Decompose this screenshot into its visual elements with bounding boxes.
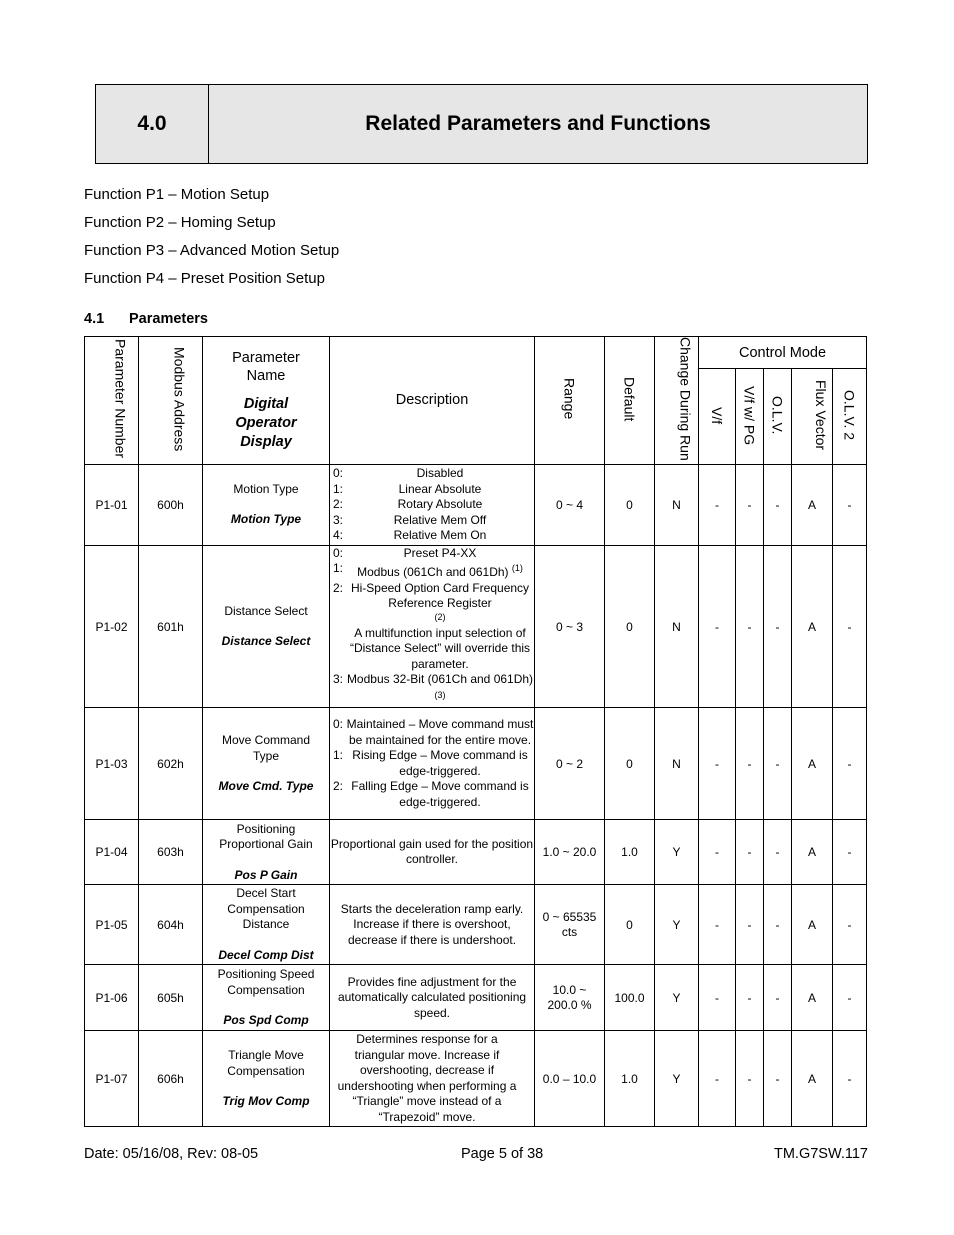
param-number: P1-05 (85, 885, 139, 965)
param-name: Decel Start Compensation Distance Decel Comp Dist (203, 885, 330, 965)
header-mode-vf-pg: V/f w/ PG (736, 369, 764, 464)
header-mode-olv: O.L.V. (764, 369, 792, 464)
mode-vf: - (699, 1031, 736, 1127)
param-range: 10.0 ~ 200.0 % (535, 965, 605, 1031)
param-default: 0 (605, 464, 655, 545)
header-range: Range (535, 337, 605, 465)
mode-flux-vector: A (792, 464, 833, 545)
mode-olv2: - (833, 545, 867, 708)
table-row (85, 545, 867, 708)
mode-olv: - (764, 820, 792, 885)
param-range: 0 ~ 65535 cts (535, 885, 605, 965)
mode-olv2: - (833, 708, 867, 820)
footer-date: Date: 05/16/08, Rev: 08-05 (84, 1146, 259, 1162)
mode-olv: - (764, 885, 792, 965)
function-item: Function P1 – Motion Setup (84, 186, 270, 203)
param-number: P1-01 (85, 464, 139, 545)
table-row (85, 708, 867, 820)
header-param-name: Parameter Name Digital Operator Display (203, 337, 330, 465)
param-name: Move Command Type Move Cmd. Type (203, 708, 330, 820)
param-range: 0 ~ 3 (535, 545, 605, 708)
header-control-mode: Control Mode (699, 337, 867, 369)
param-description: 0: Disabled 1: Linear Absolute 2: Rotary Absolute 3: Relative Mem Off 4: Relative Mem On (330, 464, 535, 545)
param-default: 1.0 (605, 820, 655, 885)
mode-vf-pg: - (736, 464, 764, 545)
function-item: Function P2 – Homing Setup (84, 214, 276, 231)
param-description: 0: Maintained – Move command must be maintained for the entire move. 1: Rising Edge – Move command is edge-triggered. 2: Falling Edge – Move command is edge-triggered. (330, 708, 535, 820)
mode-vf-pg: - (736, 965, 764, 1031)
mode-olv: - (764, 464, 792, 545)
param-number: P1-06 (85, 965, 139, 1031)
param-description: 0: Preset P4-XX 1: Modbus (061Ch and 061Dh) $^{(1)}$ 2: Hi-Speed Option Card Frequency Reference Register (2) A multifunction input selection of “Distance Select” will override this parameter. 3: Modbus 32-Bit (061Ch and 061Dh) $^{(3)}$ (330, 545, 535, 708)
header-default: Default (605, 337, 655, 465)
function-list (84, 184, 339, 296)
header-mode-flux-vector: Flux Vector (792, 369, 833, 464)
param-number: P1-04 (85, 820, 139, 885)
param-range: 1.0 ~ 20.0 (535, 820, 605, 885)
param-range: 0.0 – 10.0 (535, 1031, 605, 1127)
mode-olv: - (764, 545, 792, 708)
header-mode-vf: V/f (699, 369, 736, 464)
param-change: Y (655, 965, 699, 1031)
mode-vf: - (699, 545, 736, 708)
subsection-number: 4.1 (84, 311, 105, 327)
section-number: 4.0 (96, 85, 209, 163)
param-number: P1-07 (85, 1031, 139, 1127)
mode-vf: - (699, 464, 736, 545)
digital-display: Distance Select (221, 634, 311, 648)
mode-vf-pg: - (736, 820, 764, 885)
table-row (85, 820, 867, 885)
footer-doc-id: TM.G7SW.117 (773, 1146, 868, 1162)
digital-display: Pos Spd Comp (223, 1013, 309, 1027)
mode-flux-vector: A (792, 1031, 833, 1127)
mode-vf-pg: - (736, 708, 764, 820)
mode-vf: - (699, 820, 736, 885)
param-description: Provides fine adjustment for the automatically calculated positioning speed. (330, 965, 535, 1031)
section-title: Related Parameters and Functions (365, 112, 711, 135)
header-description: Description (330, 337, 535, 465)
param-description: Proportional gain used for the position controller. (330, 820, 535, 885)
mode-olv: - (764, 1031, 792, 1127)
digital-display: Trig Mov Comp (222, 1094, 310, 1108)
modbus-address: 604h (139, 885, 203, 965)
digital-display: Motion Type (230, 512, 302, 527)
mode-olv: - (764, 708, 792, 820)
param-range: 0 ~ 2 (535, 708, 605, 820)
section-header (95, 84, 868, 164)
header-modbus-address: Modbus Address (139, 337, 203, 465)
mode-vf-pg: - (736, 545, 764, 708)
mode-olv2: - (833, 965, 867, 1031)
param-change: Y (655, 1031, 699, 1127)
mode-olv2: - (833, 1031, 867, 1127)
param-default: 0 (605, 885, 655, 965)
function-item: Function P4 – Preset Position Setup (84, 270, 325, 287)
modbus-address: 605h (139, 965, 203, 1031)
mode-olv2: - (833, 464, 867, 545)
modbus-address: 602h (139, 708, 203, 820)
modbus-address: 601h (139, 545, 203, 708)
header-param-number: Parameter Number (85, 337, 139, 465)
mode-vf-pg: - (736, 885, 764, 965)
parameter-table (84, 336, 867, 1127)
param-description: Starts the deceleration ramp early. Increase if there is overshoot, decrease if there is undershoot. (330, 885, 535, 965)
param-change: N (655, 545, 699, 708)
param-name: Triangle Move Compensation Trig Mov Comp (203, 1031, 330, 1127)
param-default: 0 (605, 545, 655, 708)
header-change-during-run: Change During Run (655, 337, 699, 465)
header-mode-olv2: O.L.V. 2 (833, 369, 867, 464)
param-number: P1-02 (85, 545, 139, 708)
param-default: 0 (605, 708, 655, 820)
param-change: Y (655, 820, 699, 885)
param-name: Motion Type Motion Type (203, 464, 330, 545)
subsection-title: Parameters (129, 311, 208, 327)
table-row (85, 464, 867, 545)
mode-vf-pg: - (736, 1031, 764, 1127)
mode-olv2: - (833, 885, 867, 965)
mode-olv2: - (833, 820, 867, 885)
digital-display: Move Cmd. Type (218, 779, 314, 793)
digital-display: Decel Comp Dist (218, 947, 314, 962)
header-digital-display: Digital Operator Display (235, 395, 297, 450)
param-name: Distance Select Distance Select (203, 545, 330, 708)
mode-flux-vector: A (792, 820, 833, 885)
mode-olv: - (764, 965, 792, 1031)
subsection-heading (84, 311, 208, 327)
mode-vf: - (699, 708, 736, 820)
mode-flux-vector: A (792, 965, 833, 1031)
modbus-address: 606h (139, 1031, 203, 1127)
param-description: Determines response for a triangular move. Increase if overshooting, decrease if undershooting when performing a “Triangle” move instead of a “Trapezoid” move. (330, 1031, 535, 1127)
mode-flux-vector: A (792, 708, 833, 820)
mode-vf: - (699, 885, 736, 965)
modbus-address: 600h (139, 464, 203, 545)
modbus-address: 603h (139, 820, 203, 885)
mode-flux-vector: A (792, 545, 833, 708)
table-row (85, 885, 867, 965)
mode-vf: - (699, 965, 736, 1031)
param-change: N (655, 464, 699, 545)
param-name: Positioning Proportional Gain Pos P Gain (203, 820, 330, 885)
param-range: 0 ~ 4 (535, 464, 605, 545)
param-default: 1.0 (605, 1031, 655, 1127)
function-item: Function P3 – Advanced Motion Setup (84, 242, 340, 259)
mode-flux-vector: A (792, 885, 833, 965)
param-name: Positioning Speed Compensation Pos Spd Comp (203, 965, 330, 1031)
param-change: N (655, 708, 699, 820)
table-row (85, 1031, 867, 1127)
table-row (85, 965, 867, 1031)
footer-page-number: Page 5 of 38 (461, 1146, 544, 1162)
param-default: 100.0 (605, 965, 655, 1031)
param-number: P1-03 (85, 708, 139, 820)
param-change: Y (655, 885, 699, 965)
digital-display: Pos P Gain (234, 867, 298, 882)
